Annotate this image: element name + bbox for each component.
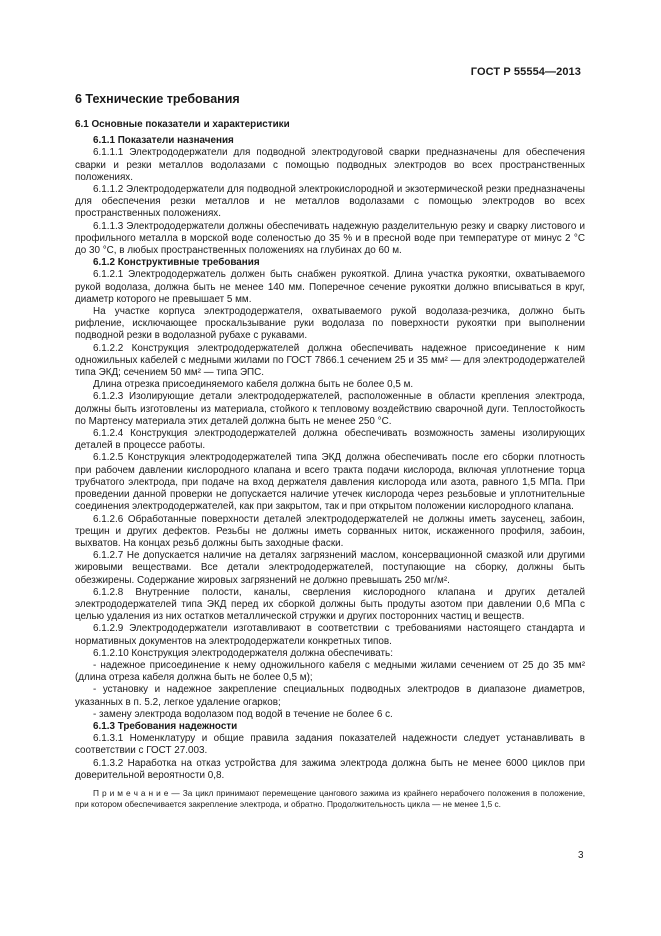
list-item: - замену электрода водолазом под водой в течение не более 6 с. [93, 708, 393, 720]
document-header: ГОСТ Р 55554—2013 [470, 66, 581, 78]
clause-6-1-2-2: 6.1.2.2 Конструкция электрододержателей должна обеспечивать надежное присоединение к ним одножильных кабелей с медными жилами по ГОСТ 7866.1 сечением 25 и 35 мм² — для электрододержателей типа ЭКД; сечением 50 мм² — типа ЭПС. [75, 342, 585, 379]
document-body [75, 92, 585, 818]
section-6-1-2-heading: 6.1.2 Конструктивные требования [93, 257, 260, 269]
section-6-1-3-heading: 6.1.3 Требования надежности [93, 720, 238, 732]
clause-6-1-2-9: 6.1.2.9 Электрододержатели изготавливают в соответствии с требованиями настоящего стандарта и нормативных документов на электрододержатели конкретных типов. [75, 623, 585, 647]
clause-6-1-2-5: 6.1.2.5 Конструкция электрододержателей типа ЭКД должна обеспечивать после его сборки плотность при рабочем давлении кислородного клапана и всего тракта подачи кислорода, включая уплотнение торца трубчатого электрода, при подаче на вход держателя давления кислорода или азота, равного 1,5 МПа. При проведении данной проверки не допускается наличие утечек кислорода через резьбовые и уплотнительные соединения электрододержателей, как при закрытом, так и при открытом положении кислородного клапана. [75, 452, 585, 513]
clause-6-1-3-1: 6.1.3.1 Номенклатуру и общие правила задания показателей надежности следует устанавливать в соответствии с ГОСТ 27.003. [75, 733, 585, 757]
section-title: 6 Технические требования [75, 92, 240, 106]
subsection-title: 6.1 Основные показатели и характеристики [75, 119, 290, 130]
clause-6-1-2-2-cont: Длина отрезка присоединяемого кабеля должна быть не более 0,5 м. [93, 379, 414, 391]
section-6-1-1-heading: 6.1.1 Показатели назначения [93, 135, 234, 147]
clause-6-1-3-2: 6.1.3.2 Наработка на отказ устройства для зажима электрода должна быть не менее 6000 циклов при доверительной вероятности 0,8. [75, 757, 585, 781]
clause-6-1-1-3: 6.1.1.3 Электрододержатели должны обеспечивать надежную разделительную резку и сварку листового и профильного металла в морской воде соленостью до 35 % и в пресной воде при температуре от минус 2 °С до 30 °С, в любых пространственных положениях на глубинах до 60 м. [75, 220, 585, 257]
clause-6-1-2-4: 6.1.2.4 Конструкция электрододержателей должна обеспечивать возможность замены изолирующих деталей в процессе работы. [75, 428, 585, 452]
clause-6-1-2-3: 6.1.2.3 Изолирующие детали электрододержателей, расположенные в области крепления электрода, должны быть изготовлены из материала, стойкого к тепловому воздействию сварочной дуги. Теплостойкость по Мартенсу материала этих деталей должна быть не менее 250 °С. [75, 391, 585, 427]
clause-6-1-2-6: 6.1.2.6 Обработанные поверхности деталей электрододержателей не должны иметь заусенец, забоин, трещин и других дефектов. Резьбы не должны иметь сорванных ниток, искаженного профиля, забоин, выхватов. На концах резьб должны быть заходные фаски. [75, 513, 585, 549]
clause-6-1-2-1-cont: На участке корпуса электрододержателя, охватываемого рукой водолаза-резчика, должно быть рифление, исключающее проскальзывание руки водолаза по поверхности рукоятки при выполнении подводной резки в водолазной рубахе с рукавами. [75, 306, 585, 342]
clause-6-1-2-1: 6.1.2.1 Электрододержатель должен быть снабжен рукояткой. Длина участка рукоятки, охватываемого рукой водолаза, должна быть не менее 140 мм. Поперечное сечение рукоятки должно вписываться в круг, диаметр которого не превышает 5 мм. [75, 269, 585, 305]
list-item: - надежное присоединение к нему одножильного кабеля с медными жилами сечением от 25 до 35 мм² (длина отреза кабеля должна быть не более 0,5 м); [75, 659, 585, 684]
clause-6-1-2-8: 6.1.2.8 Внутренние полости, каналы, сверления кислородного клапана и других деталей электрододержателей типа ЭКД перед их сборкой должны быть продуты азотом при давлении 0,6 МПа с целью удаления из них остатков металлической стружки и других посторонних частиц и веществ. [75, 586, 585, 623]
clause-6-1-1-1: 6.1.1.1 Электрододержатели для подводной электродуговой сварки предназначены для обеспечения сварки и резки металлов водолазами с помощью подводных электродов во всех пространственных положениях. [75, 147, 585, 183]
list-item: - установку и надежное закрепление специальных подводных электродов в диапазоне диаметров, указанных в п. 5.2, легкое удаление огарков; [75, 684, 585, 708]
clause-6-1-1-2: 6.1.1.2 Электрододержатели для подводной электрокислородной и экзотермической резки предназначены для обеспечения резки металлов и не металлов водолазами с помощью электродов во всех пространственных положениях. [75, 184, 585, 220]
page-number: 3 [578, 850, 584, 861]
note-text: П р и м е ч а н и е — За цикл принимают перемещение цангового зажима из крайнего нерабочего положения в положение, при котором обеспечивается закрепление электрода, и обратно. Продолжительность цикла — не менее 1,5 с. [75, 787, 585, 809]
clause-6-1-2-7: 6.1.2.7 Не допускается наличие на деталях загрязнений маслом, консервационной смазкой или другими жировыми веществами. Все детали электрододержателей, поступающие на сборку, должны быть обезжирены. Содержание жировых загрязнений не должно превышать 250 мг/м². [75, 550, 585, 586]
clause-6-1-2-10: 6.1.2.10 Конструкция электрододержателя должна обеспечивать: [93, 647, 393, 659]
